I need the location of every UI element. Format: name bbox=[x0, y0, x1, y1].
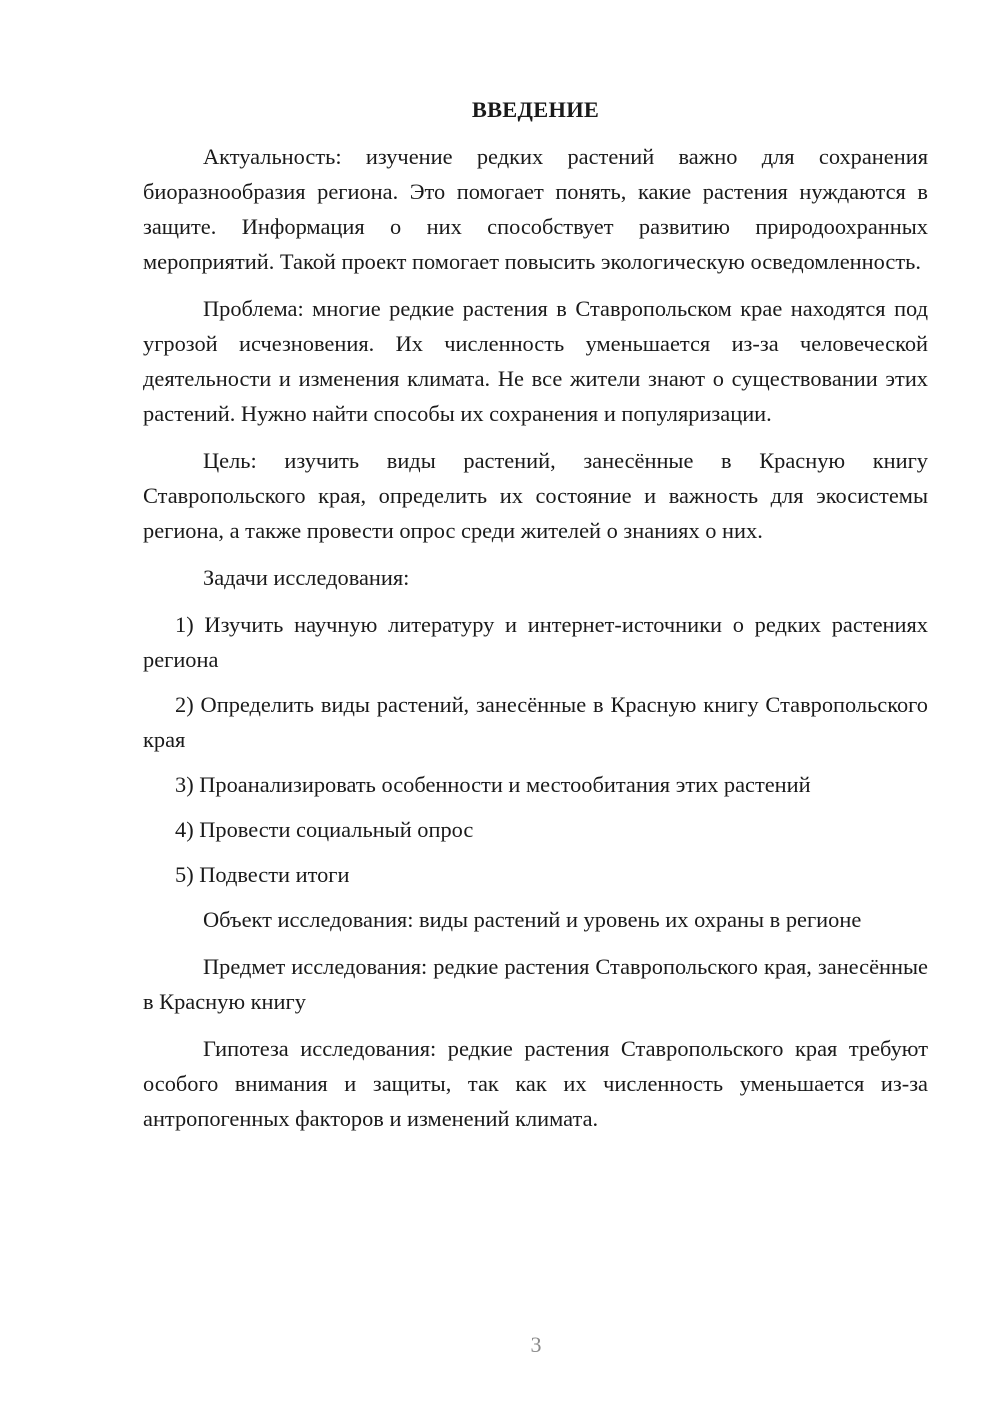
relevance-paragraph: Актуальность: изучение редких растений важно для сохранения биоразнообразия региона. Это помогает понять, какие растения нуждаются в защите. Информация о них способствует развитию природоохранных мероприятий. Такой проект помогает повысить экологическую осведомленность. bbox=[143, 144, 928, 274]
task-item: 4) Провести социальный опрос bbox=[175, 817, 474, 842]
section-title: ВВЕДЕНИЕ bbox=[471, 97, 600, 122]
tasks-heading: Задачи исследования: bbox=[203, 565, 410, 590]
subject-paragraph: Предмет исследования: редкие растения Ставропольского края, занесённые в Красную книгу bbox=[143, 954, 928, 1014]
task-item: 2) Определить виды растений, занесённые в Красную книгу Ставропольского края bbox=[143, 692, 928, 752]
tasks-list bbox=[143, 607, 928, 892]
problem-paragraph: Проблема: многие редкие растения в Ставропольском крае находятся под угрозой исчезновения. Их численность уменьшается из-за человеческой деятельности и изменения климата. Не все жители знают о существовании этих растений. Нужно найти способы их сохранения и популяризации. bbox=[143, 296, 928, 426]
page-number: 3 bbox=[530, 1332, 542, 1357]
document-page bbox=[143, 92, 928, 1148]
goal-paragraph: Цель: изучить виды растений, занесённые в Красную книгу Ставропольского края, определить их состояние и важность для экосистемы региона, а также провести опрос среди жителей о знаниях о них. bbox=[143, 448, 928, 543]
object-paragraph: Объект исследования: виды растений и уровень их охраны в регионе bbox=[203, 907, 862, 932]
task-item: 1) Изучить научную литературу и интернет-источники о редких растениях региона bbox=[143, 612, 928, 672]
hypothesis-paragraph: Гипотеза исследования: редкие растения Ставропольского края требуют особого внимания и защиты, так как их численность уменьшается из-за антропогенных факторов и изменений климата. bbox=[143, 1036, 928, 1131]
task-item: 3) Проанализировать особенности и местообитания этих растений bbox=[175, 772, 811, 797]
task-item: 5) Подвести итоги bbox=[175, 862, 350, 887]
